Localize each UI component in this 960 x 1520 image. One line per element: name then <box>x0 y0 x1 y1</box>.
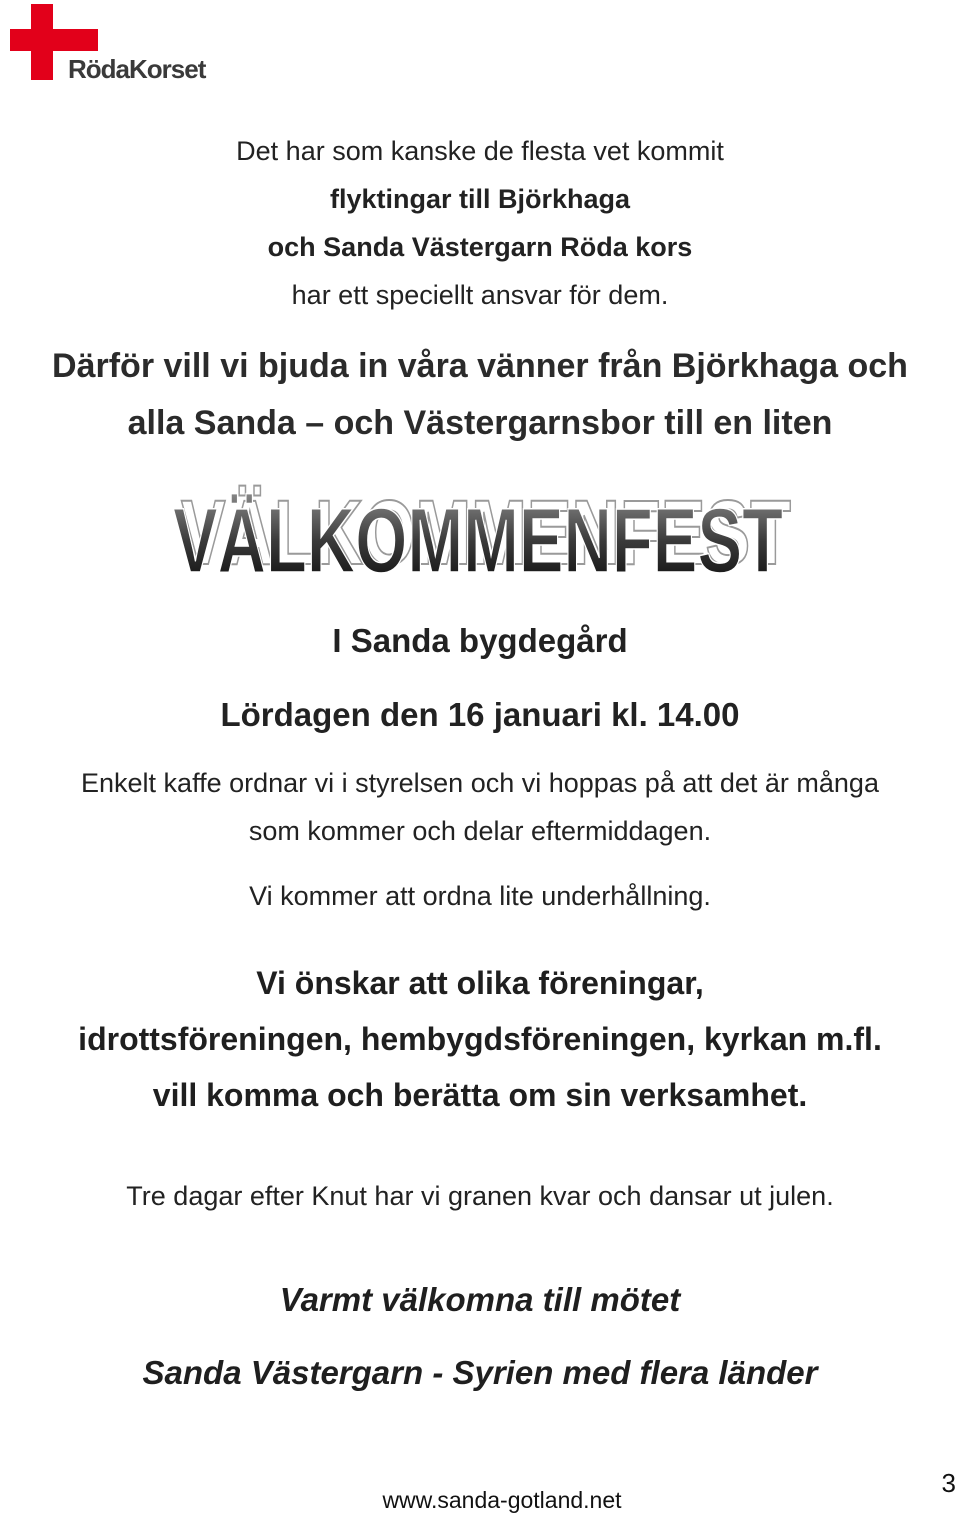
footer-url[interactable]: www.sanda-gotland.net <box>382 1487 622 1513</box>
note-line: Tre dagar efter Knut har vi granen kvar och dansar ut julen. <box>126 1181 834 1211</box>
headline-text: VÄLKOMMENFEST <box>173 490 783 588</box>
headline-wordart <box>0 478 960 588</box>
invite-line-1: Därför vill vi bjuda in våra vänner från Björkhaga och <box>52 347 908 385</box>
logo-text: RödaKorset <box>68 54 206 84</box>
details-line-1: Enkelt kaffe ordnar vi i styrelsen och vi hoppas på att det är många <box>81 768 879 798</box>
headline-shadow: VÄLKOMMENFEST <box>181 482 791 584</box>
event-venue: I Sanda bygdegård <box>332 622 628 659</box>
wish-line-3: vill komma och berätta om sin verksamhet. <box>152 1077 808 1113</box>
closing-line-1: Varmt välkomna till mötet <box>279 1281 681 1318</box>
event-date: Lördagen den 16 januari kl. 14.00 <box>220 696 740 733</box>
intro-line-2: flyktingar till Björkhaga <box>329 184 631 214</box>
headline-graphic <box>160 478 800 588</box>
intro-line-1: Det har som kanske de flesta vet kommit <box>236 136 724 166</box>
invite-line-2: alla Sanda – och Västergarnsbor till en liten <box>127 404 833 442</box>
details-line-2: som kommer och delar eftermiddagen. <box>248 816 712 846</box>
red-cross-bar <box>10 29 98 51</box>
roda-korset-logo <box>10 4 230 88</box>
wish-line-2: idrottsföreningen, hembygdsföreningen, kyrkan m.fl. <box>78 1021 882 1057</box>
intro-line-4: har ett speciellt ansvar för dem. <box>291 280 669 310</box>
details-line-3: Vi kommer att ordna lite underhållning. <box>249 881 711 911</box>
intro-line-3: och Sanda Västergarn Röda kors <box>267 232 693 262</box>
closing-line-2: Sanda Västergarn - Syrien med flera länder <box>142 1354 818 1391</box>
wish-line-1: Vi önskar att olika föreningar, <box>256 965 704 1001</box>
page-number: 3 <box>941 1468 956 1498</box>
